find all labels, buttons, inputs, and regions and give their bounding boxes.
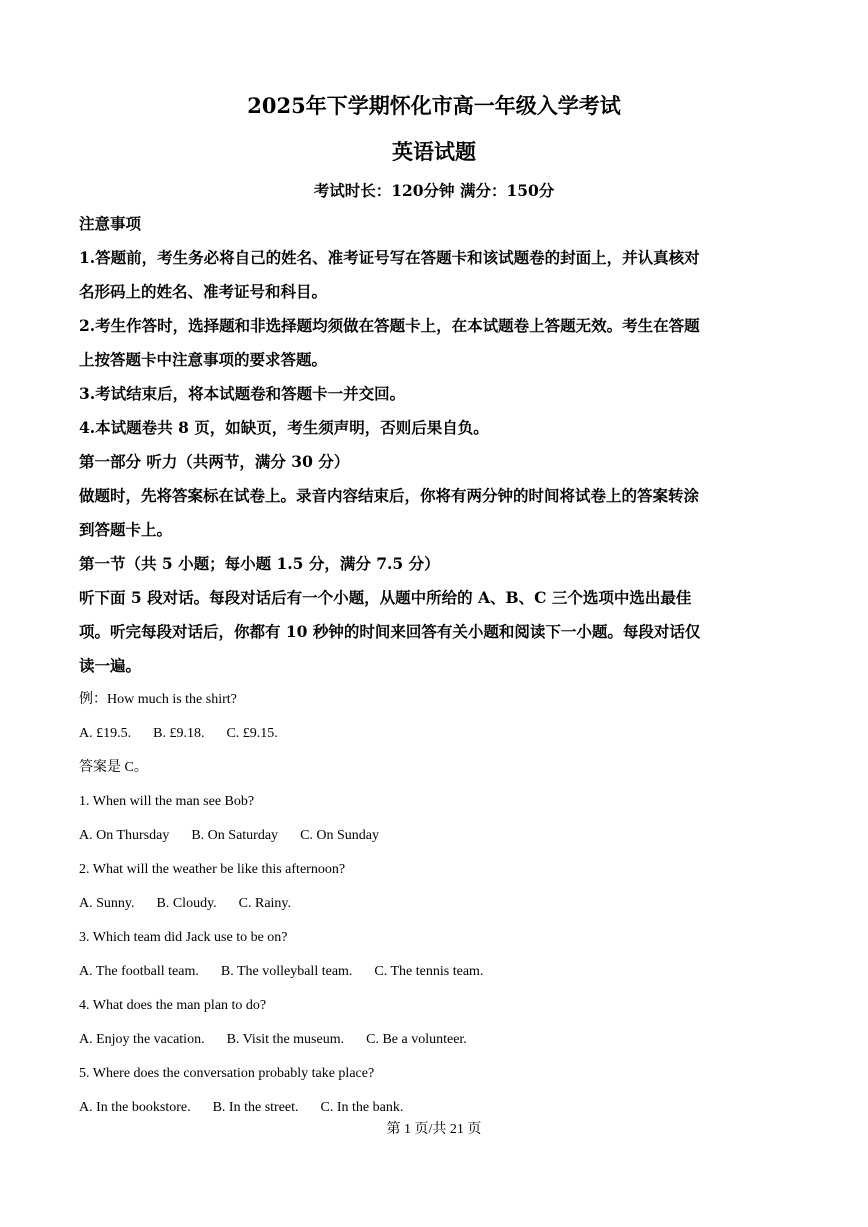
option-a: A. £19.5. [79, 726, 132, 741]
notes-line: 名形码上的姓名、准考证号和科目。 [79, 282, 328, 301]
exam-subtitle: 英语试题 [392, 139, 476, 164]
section1-instruction: 读一遍。 [79, 656, 142, 675]
page-footer: 第 1 页/共 21 页 [386, 1122, 482, 1137]
option-b: B. On Saturday [191, 828, 279, 843]
section1-instruction: 听下面 5 段对话。每段对话后有一个小题，从题中所给的 A、B、C 三个选项中选出最佳 [79, 588, 692, 607]
notes-heading: 注意事项 [79, 214, 142, 233]
exam-meta: 考试时长：120分钟 满分：150分 [313, 181, 555, 200]
option-b: B. The volleyball team. [220, 964, 353, 979]
question-text: 2. What will the weather be like this afternoon? [79, 862, 346, 877]
example-question: 例：How much is the shirt? [79, 692, 237, 707]
option-b: B. Cloudy. [156, 896, 217, 911]
example-answer: 答案是 C。 [79, 760, 148, 775]
section1-instruction: 项。听完每段对话后，你都有 10 秒钟的时间来回答有关小题和阅读下一小题。每段对话仅 [79, 622, 701, 641]
option-a: A. In the bookstore. [79, 1100, 191, 1115]
option-b: B. In the street. [212, 1100, 299, 1115]
notes-line: 3.考试结束后，将本试题卷和答题卡一并交回。 [79, 384, 406, 403]
option-c: C. In the bank. [320, 1100, 404, 1115]
question-text: 1. When will the man see Bob? [79, 794, 255, 809]
option-c: C. £9.15. [226, 726, 278, 741]
part1-instruction: 做题时，先将答案标在试卷上。录音内容结束后，你将有两分钟的时间将试卷上的答案转涂 [79, 486, 700, 505]
question-options [79, 819, 789, 853]
option-c: C. Rainy. [238, 896, 292, 911]
question-text: 3. Which team did Jack use to be on? [79, 930, 288, 945]
exam-body [79, 207, 789, 1125]
option-a: A. The football team. [79, 964, 199, 979]
exam-title: 2025年下学期怀化市高一年级入学考试 [247, 93, 621, 118]
option-a: A. On Thursday [79, 828, 170, 843]
question-options [79, 1023, 789, 1057]
option-a: A. Enjoy the vacation. [79, 1032, 205, 1047]
question-text: 5. Where does the conversation probably take place? [79, 1066, 375, 1081]
notes-line: 上按答题卡中注意事项的要求答题。 [79, 350, 328, 369]
notes-line: 2.考生作答时，选择题和非选择题均须做在答题卡上，在本试题卷上答题无效。考生在答题 [79, 316, 700, 335]
option-c: C. On Sunday [300, 828, 380, 843]
question-text: 4. What does the man plan to do? [79, 998, 267, 1013]
notes-line: 1.答题前，考生务必将自己的姓名、准考证号写在答题卡和该试题卷的封面上，并认真核对 [79, 248, 700, 267]
option-b: B. £9.18. [153, 726, 205, 741]
part1-heading: 第一部分 听力（共两节，满分 30 分） [79, 452, 350, 471]
section1-heading: 第一节（共 5 小题；每小题 1.5 分，满分 7.5 分） [79, 554, 440, 573]
part1-instruction: 到答题卡上。 [79, 520, 173, 539]
question-options [79, 887, 789, 921]
example-options [79, 717, 789, 751]
option-b: B. Visit the museum. [226, 1032, 345, 1047]
option-a: A. Sunny. [79, 896, 135, 911]
option-c: C. The tennis team. [374, 964, 484, 979]
option-c: C. Be a volunteer. [366, 1032, 467, 1047]
notes-line: 4.本试题卷共 8 页，如缺页，考生须声明，否则后果自负。 [79, 418, 489, 437]
question-options [79, 955, 789, 989]
